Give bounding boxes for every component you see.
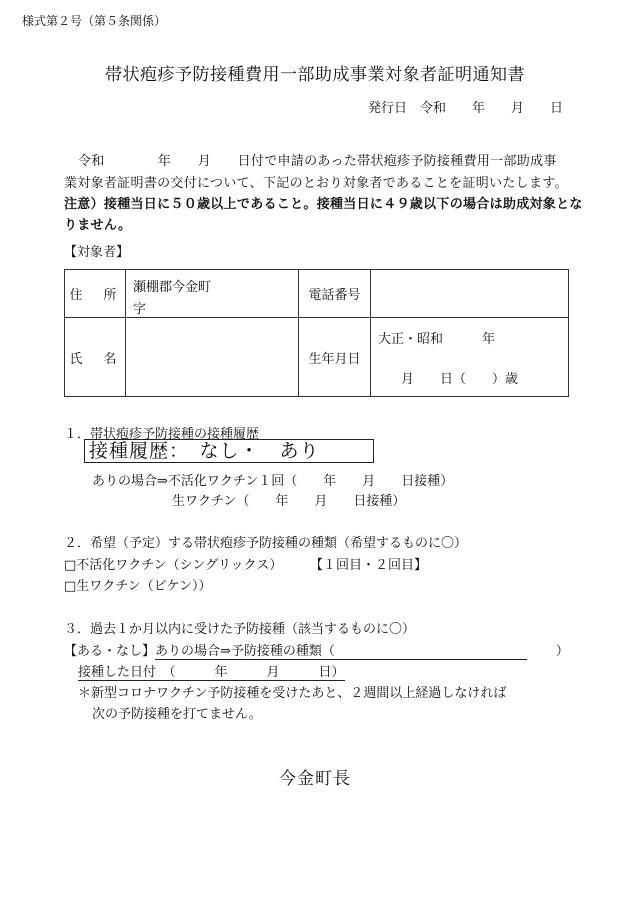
dose-selection: 【１回目・２回目】 xyxy=(310,558,428,573)
address-field[interactable] xyxy=(126,270,299,318)
option-live-label: 生ワクチン（ビケン）） xyxy=(76,579,212,594)
checkbox-live[interactable]: □ xyxy=(64,579,77,594)
vaccination-type-field[interactable]: ありの場合⇒予防接種の種類（ ） xyxy=(155,640,527,660)
section-2-heading: ２．希望（予定）する帯状疱疹予防接種の種類（希望するものに〇） xyxy=(64,536,468,551)
dob-month-day-age: 月 日（ ）歳 xyxy=(401,372,519,387)
history-inactivated-line: ありの場合⇒不活化ワクチン１回（ 年 月 日接種） xyxy=(92,474,454,489)
dob-era-year: 大正・昭和 年 xyxy=(378,332,496,347)
section-3-heading: ３．過去１か月以内に受けた予防接種（該当するものに〇） xyxy=(64,622,416,637)
notice-line-2: りません。 xyxy=(64,218,132,233)
section-1-heading: １．帯状疱疹予防接種の接種履歴 xyxy=(64,427,260,442)
notice-line-1: 注意）接種当日に５０歳以上であること。接種当日に４９歳以下の場合は助成対象とな xyxy=(64,197,583,212)
body-text-line-2: 業対象者証明書の交付について、下記のとおり対象者であることを証明いたします。 xyxy=(64,176,568,191)
address-line-2: 字 xyxy=(133,302,147,317)
address-line-1: 瀬棚郡今金町 xyxy=(133,280,212,295)
covid-note-line-1: ＊新型コロナワクチン予防接種を受けたあと、２週間以上経過しなければ xyxy=(78,686,507,701)
target-heading: 【対象者】 xyxy=(64,245,130,260)
issuer-signature: 今金町長 xyxy=(279,769,351,789)
address-label: 住 所 xyxy=(65,270,126,318)
recipient-table xyxy=(64,269,569,397)
option-live[interactable] xyxy=(64,575,212,594)
dob-label: 生年月日 xyxy=(299,318,371,397)
option-inactivated-label: 不活化ワクチン（シングリックス） xyxy=(76,558,283,573)
phone-label: 電話番号 xyxy=(299,270,371,318)
history-live-line: 生ワクチン（ 年 月 日接種） xyxy=(172,494,406,509)
history-box[interactable]: 接種履歴： なし・ あり xyxy=(84,439,374,463)
dob-field[interactable] xyxy=(371,318,569,397)
recent-vaccination-line xyxy=(64,640,569,660)
name-field[interactable] xyxy=(126,318,299,397)
vaccination-date-field[interactable]: 接種した日付 （ 年 月 日） xyxy=(78,661,345,681)
issue-date: 発行日 令和 年 月 日 xyxy=(368,101,564,116)
option-inactivated[interactable] xyxy=(64,554,282,573)
covid-note-line-2: 次の予防接種を打てません。 xyxy=(92,707,262,722)
name-label: 氏 名 xyxy=(65,318,126,397)
yes-no-selection[interactable]: 【ある・なし】 xyxy=(64,644,156,659)
document-title: 帯状疱疹予防接種費用一部助成事業対象者証明通知書 xyxy=(105,65,525,85)
form-number: 様式第２号（第５条関係） xyxy=(22,14,167,28)
phone-field[interactable] xyxy=(371,270,569,318)
checkbox-inactivated[interactable]: □ xyxy=(64,558,77,573)
body-text-line-1: 令和 年 月 日付で申請のあった帯状疱疹予防接種費用一部助成事 xyxy=(78,154,557,169)
